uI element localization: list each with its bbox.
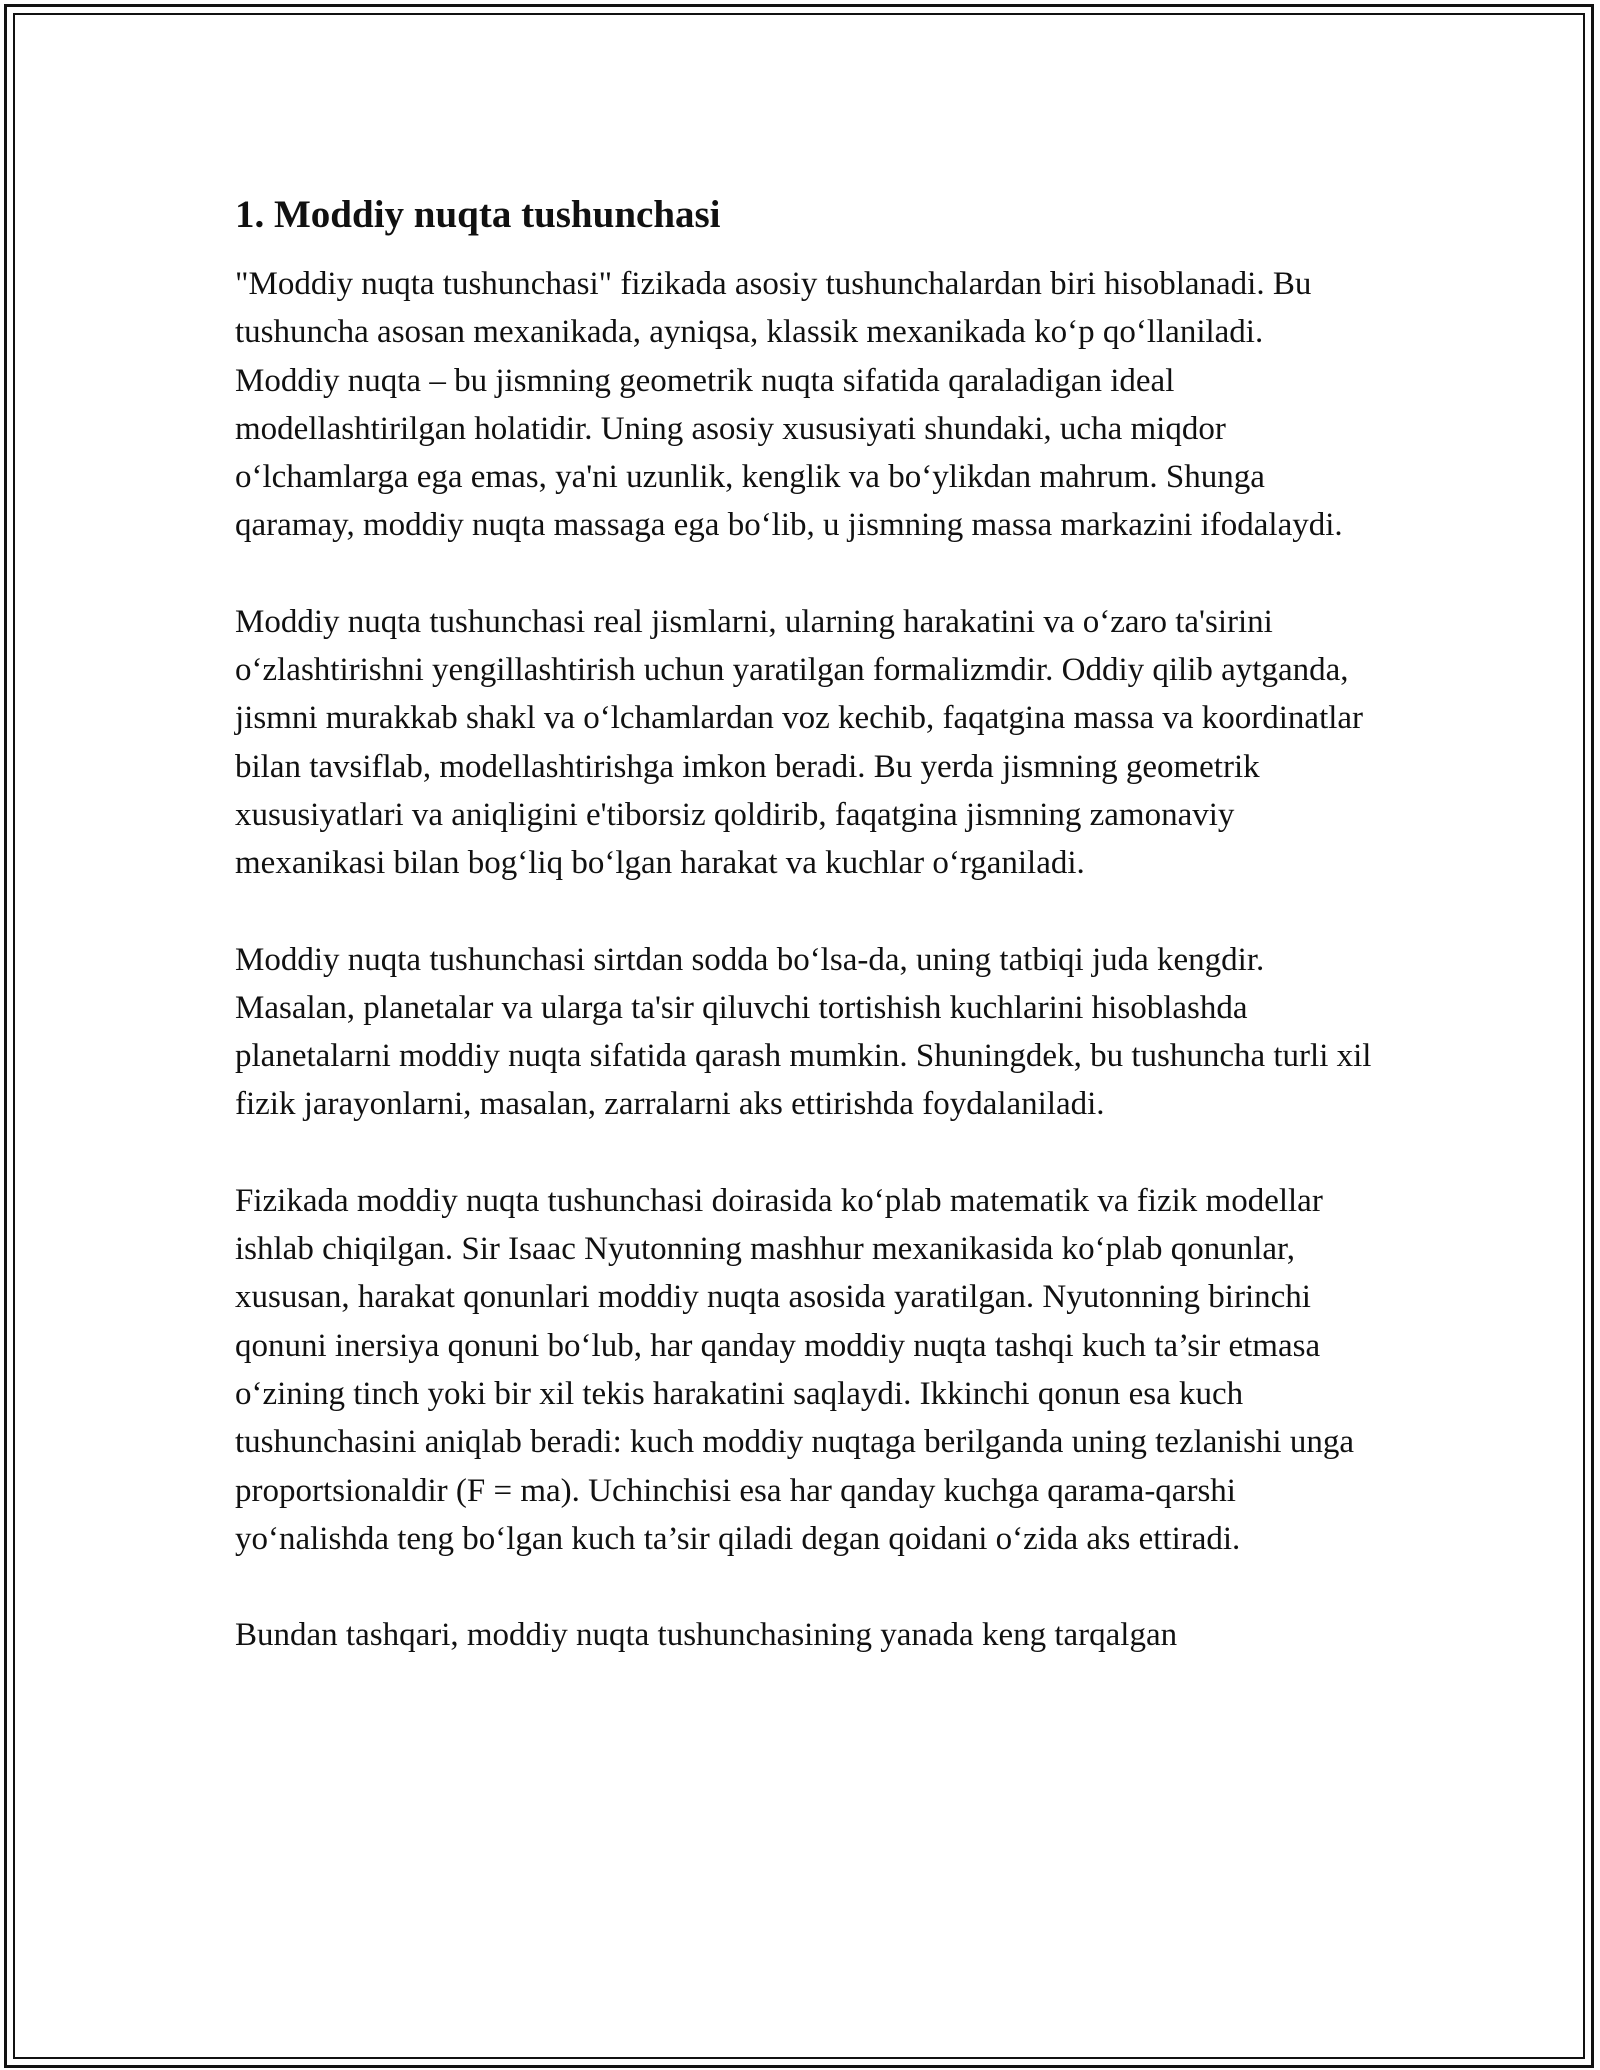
paragraph-4: Fizikada moddiy nuqta tushunchasi doirasida ko‘plab matematik va fizik modellar ishlab chiqilgan. Sir Isaac Nyutonning mashhur mexanikasida ko‘plab qonunlar, xususan, harakat qonunlari moddiy nuqta asosida yaratilgan. Nyutonning birinchi qonuni inersiya qonuni bo‘lub, har qanday moddiy nuqta tashqi kuch ta’sir etmasa o‘zining tinch yoki bir xil tekis harakatini saqlaydi. Ikkinchi qonun esa kuch tushunchasini aniqlab beradi: kuch moddiy nuqtaga berilganda uning tezlanishi unga proportsionaldir (F = ma). Uchinchisi esa har qanday kuchga qarama-qarshi yo‘nalishda teng bo‘lgan kuch ta’sir qiladi degan qoidani o‘zida aks ettiradi. <box>235 1182 1354 1557</box>
document-body <box>235 190 1375 1707</box>
paragraph-2: Moddiy nuqta tushunchasi real jismlarni, ularning harakatini va o‘zaro ta'sirini o‘zlashtirishni yengillashtirish uchun yaratilgan formalizmdir. Oddiy qilib aytganda, jismni murakkab shakl va o‘lchamlardan voz kechib, faqatgina massa va koordinatlar bilan tavsiflab, modellashtirishga imkon beradi. Bu yerda jismning geometrik xususiyatlari va aniqligini e'tiborsiz qoldirib, faqatgina jismning zamonaviy mexanikasi bilan bog‘liq bo‘lgan harakat va kuchlar o‘rganiladi. <box>235 603 1364 882</box>
section-heading: 1. Moddiy nuqta tushunchasi <box>235 193 721 236</box>
paragraph-1: "Moddiy nuqta tushunchasi" fizikada asosiy tushunchalardan biri hisoblanadi. Bu tushuncha asosan mexanikada, ayniqsa, klassik mexanikada ko‘p qo‘llaniladi. Moddiy nuqta – bu jismning geometrik nuqta sifatida qaraladigan ideal modellashtirilgan holatidir. Uning asosiy xususiyati shundaki, ucha miqdor o‘lchamlarga ega emas, ya'ni uzunlik, kenglik va bo‘ylikdan mahrum. Shunga qaramay, moddiy nuqta massaga ega bo‘lib, u jismning massa markazini ifodalaydi. <box>235 266 1343 544</box>
paragraph-5: Bundan tashqari, moddiy nuqta tushunchasining yanada keng tarqalgan <box>235 1617 1178 1654</box>
paragraph-3: Moddiy nuqta tushunchasi sirtdan sodda bo‘lsa-da, uning tatbiqi juda kengdir. Masalan, planetalar va ularga ta'sir qiluvchi tortishish kuchlarini hisoblashda planetalarni moddiy nuqta sifatida qarash mumkin. Shuningdek, bu tushuncha turli xil fizik jarayonlarni, masalan, zarralarni aks ettirishda foydalaniladi. <box>235 941 1372 1123</box>
